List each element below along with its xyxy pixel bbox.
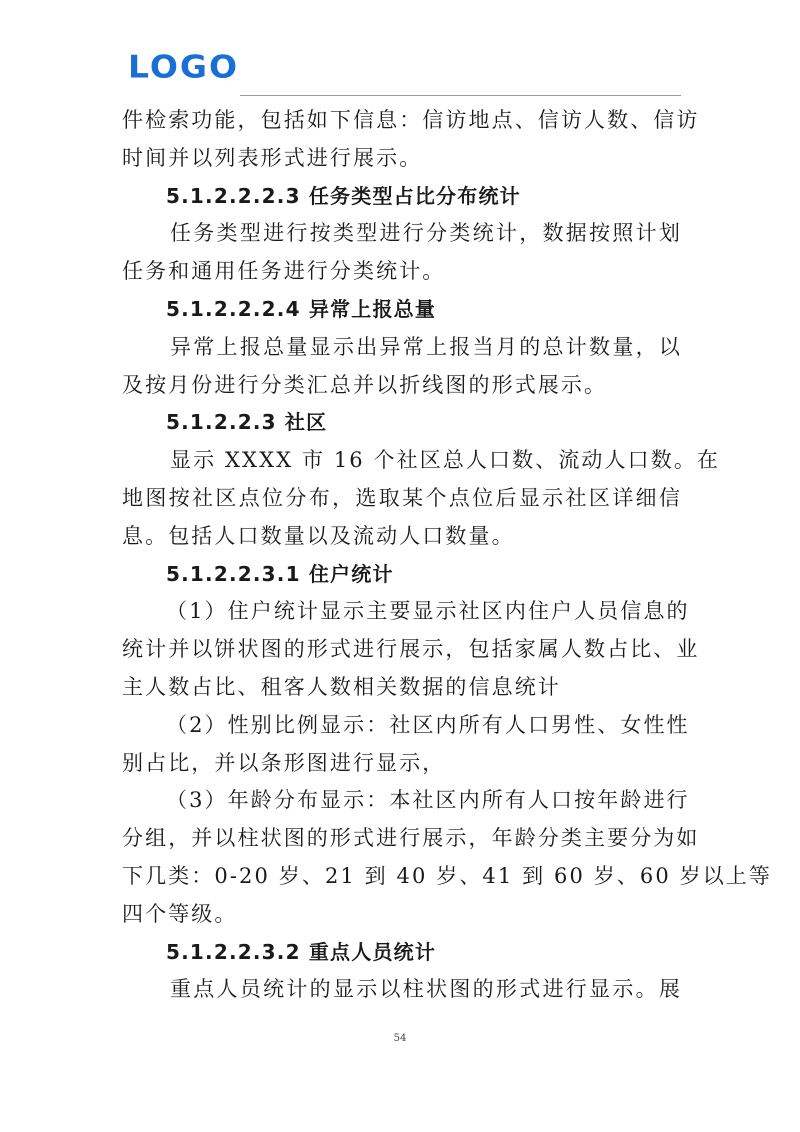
paragraph-line: 分组，并以柱状图的形式进行展示，年龄分类主要分为如 (122, 826, 700, 851)
paragraph-line: （1）住户统计显示主要显示社区内住户人员信息的 (166, 599, 690, 624)
section-heading: 5.1.2.2.2.3 任务类型占比分布统计 (166, 183, 521, 208)
document-body (122, 102, 772, 1009)
paragraph-line: 时间并以列表形式进行展示。 (122, 145, 423, 170)
paragraph-line: （2）性别比例显示：社区内所有人口男性、女性性 (166, 712, 690, 737)
logo: LOGO (128, 47, 240, 86)
section-heading: 5.1.2.2.3 社区 (166, 410, 328, 435)
paragraph-line: 统计并以饼状图的形式进行展示，包括家属人数占比、业 (122, 637, 700, 662)
paragraph-line: 下几类：0-20 岁、21 到 40 岁、41 到 60 岁、60 岁以上等 (122, 863, 772, 888)
paragraph-line: 任务和通用任务进行分类统计。 (122, 259, 446, 284)
section-heading: 5.1.2.2.2.4 异常上报总量 (166, 296, 437, 321)
paragraph-line: 别占比，并以条形图进行显示， (122, 750, 446, 775)
section-heading: 5.1.2.2.3.1 住户统计 (166, 561, 394, 586)
page-number: 54 (393, 1033, 407, 1044)
paragraph-line: 重点人员统计的显示以柱状图的形式进行显示。展 (170, 977, 682, 1002)
header-divider (240, 95, 681, 96)
paragraph-line: 地图按社区点位分布，选取某个点位后显示社区详细信 (122, 485, 682, 510)
paragraph-line: （3）年龄分布显示：本社区内所有人口按年龄进行 (166, 788, 690, 813)
paragraph-line: 显示 XXXX 市 16 个社区总人口数、流动人口数。在 (170, 448, 721, 473)
paragraph-line: 任务类型进行按类型进行分类统计，数据按照计划 (170, 221, 682, 246)
paragraph-line: 及按月份进行分类汇总并以折线图的形式展示。 (122, 372, 608, 397)
paragraph-line: 四个等级。 (122, 901, 238, 926)
paragraph-line: 异常上报总量显示出异常上报当月的总计数量，以 (170, 334, 682, 359)
paragraph-line: 主人数占比、租客人数相关数据的信息统计 (122, 674, 561, 699)
section-heading: 5.1.2.2.3.2 重点人员统计 (166, 939, 437, 964)
paragraph-line: 件检索功能，包括如下信息：信访地点、信访人数、信访 (122, 108, 700, 132)
paragraph-line: 息。包括人口数量以及流动人口数量。 (122, 523, 515, 548)
